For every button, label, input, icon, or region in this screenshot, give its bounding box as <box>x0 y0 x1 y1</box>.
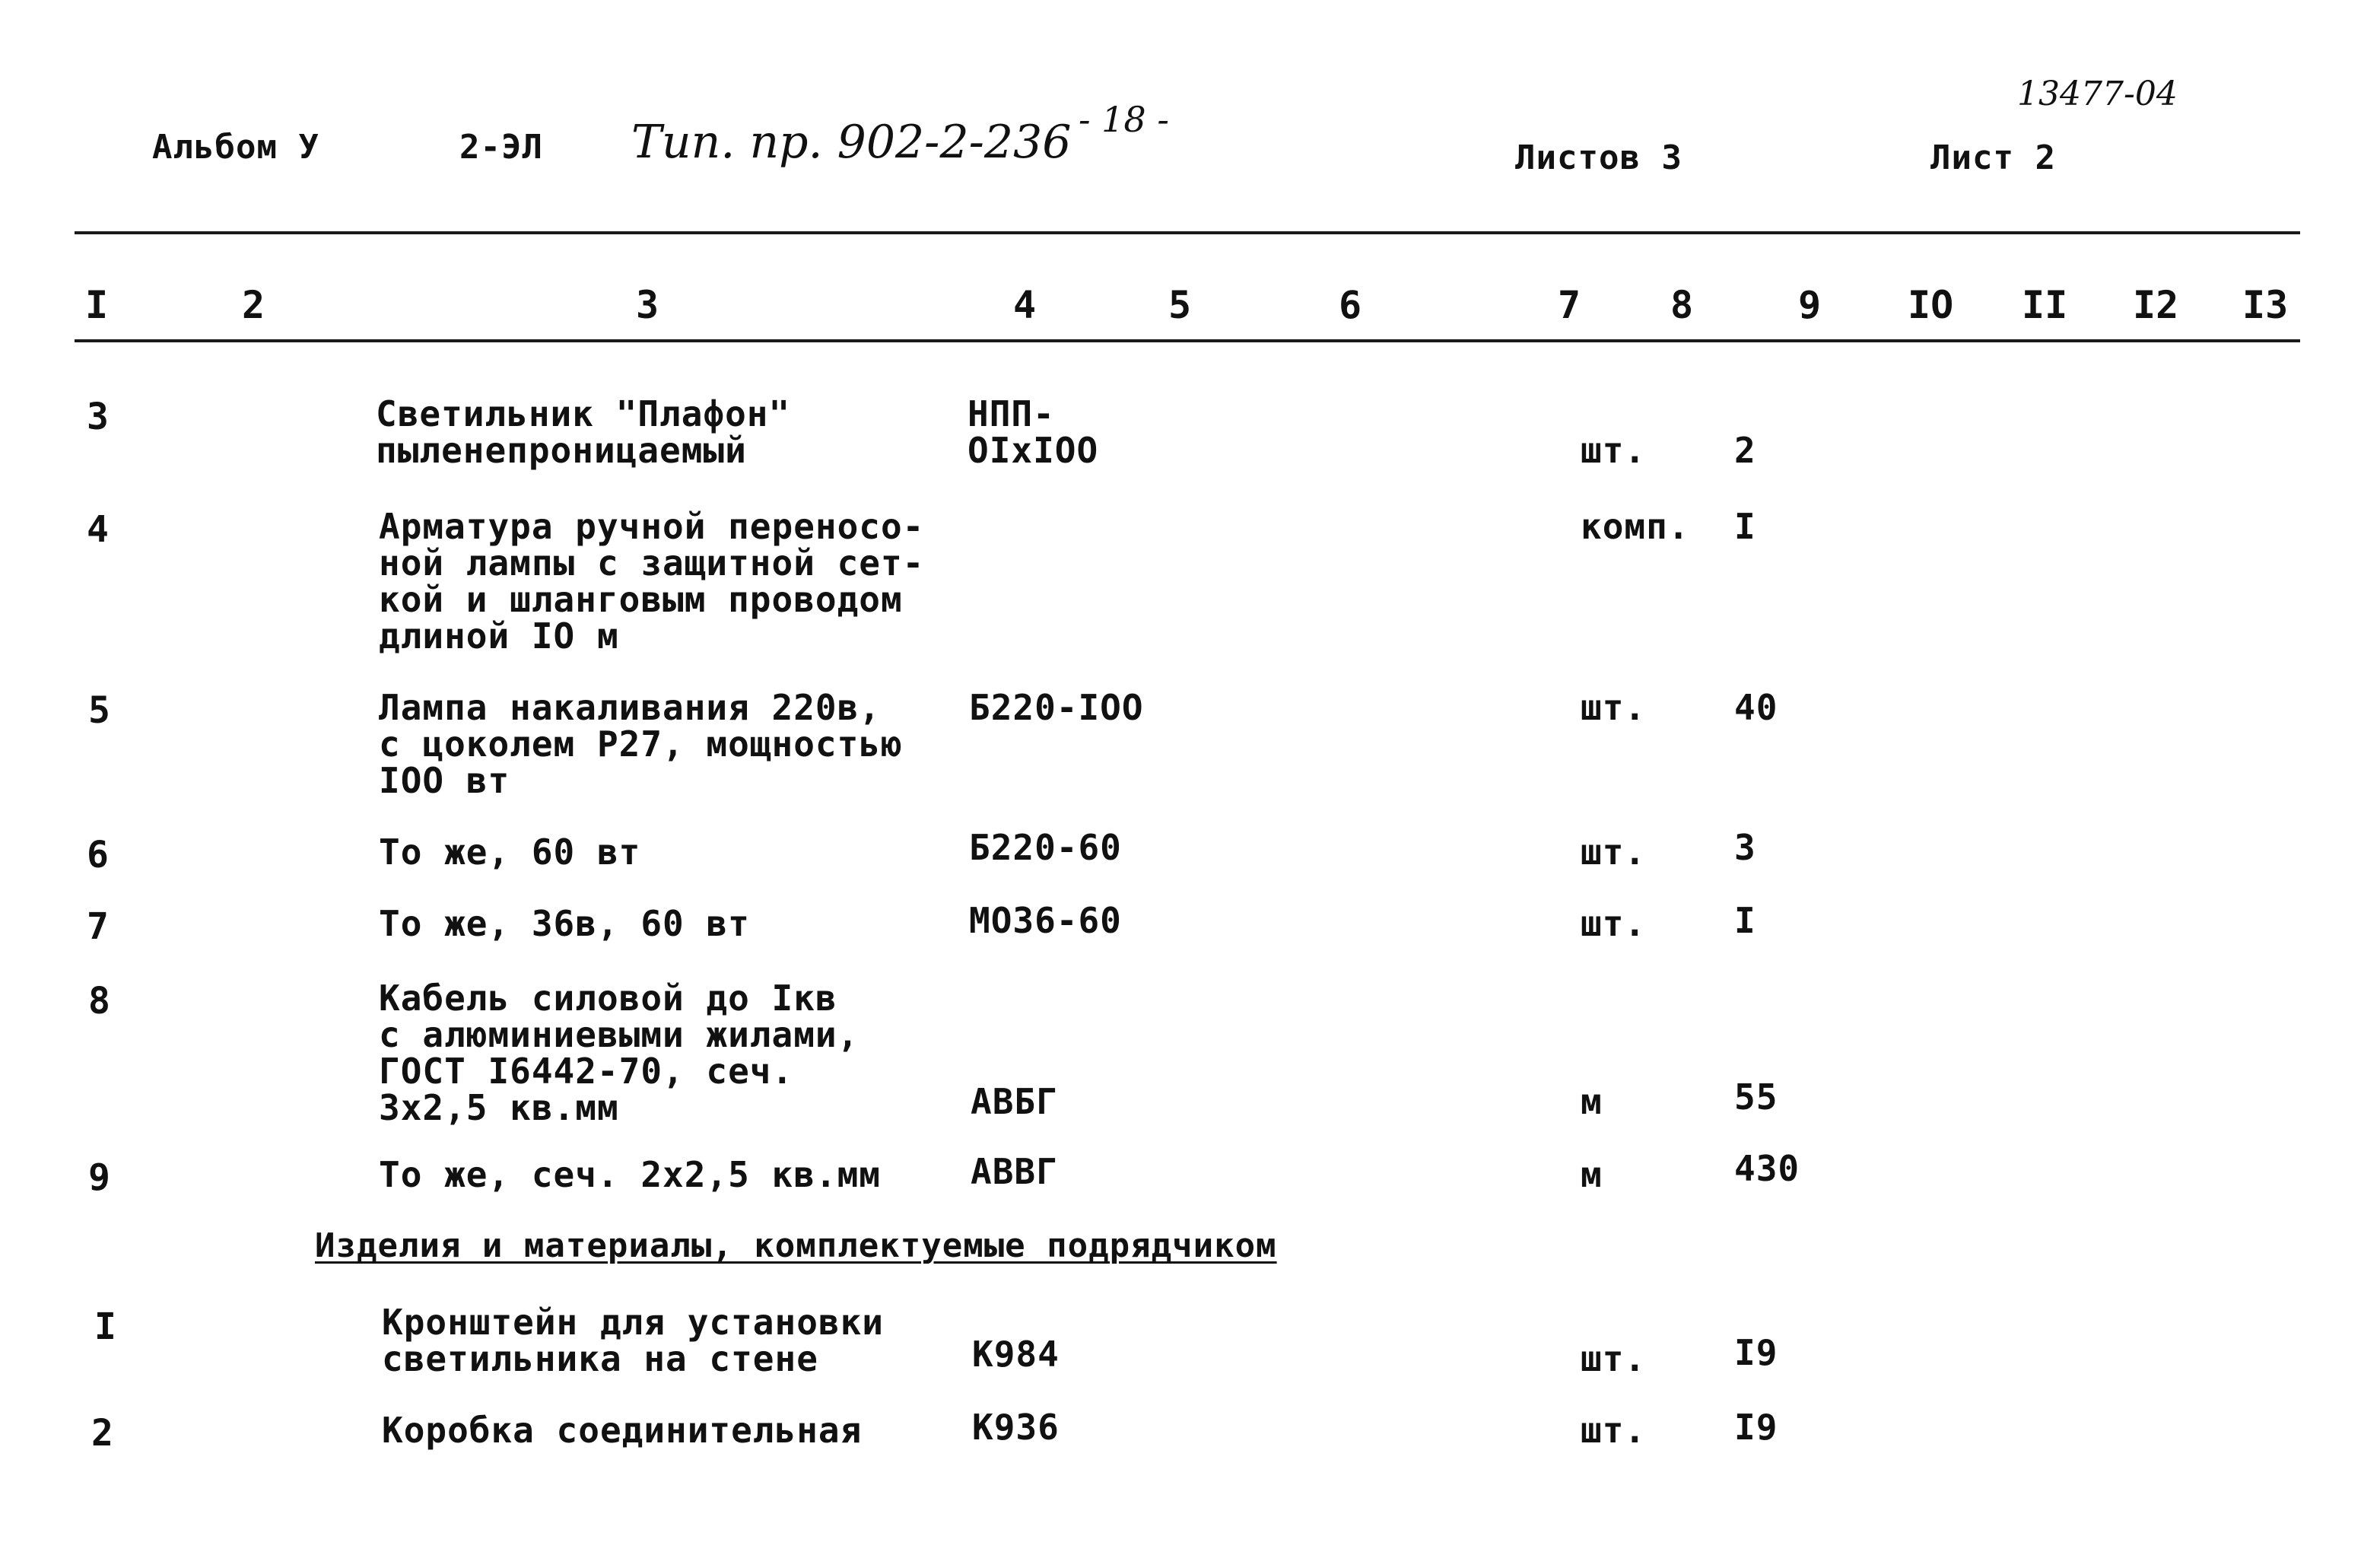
item-name-line: То же, 60 вт <box>379 832 641 873</box>
item-code-line: OIxIOO <box>968 430 1099 471</box>
item-unit: шт. <box>1581 430 1647 471</box>
item-unit: шт. <box>1581 903 1647 944</box>
item-name-line: Арматура ручной переносо- <box>379 506 925 547</box>
column-number: 6 <box>1339 283 1362 327</box>
page-number: - 18 - <box>1079 99 1169 140</box>
column-number: IO <box>1908 283 1954 327</box>
sheet-number: Лист 2 <box>1930 138 2056 177</box>
item-code-line: АВВГ <box>971 1151 1058 1192</box>
document-code: 13477-04 <box>2017 75 2178 113</box>
item-unit: комп. <box>1581 506 1690 547</box>
column-number: 8 <box>1670 283 1694 327</box>
column-number: I <box>85 283 109 327</box>
row-number: 5 <box>88 689 110 732</box>
item-quantity: 55 <box>1734 1076 1778 1118</box>
row-number: 6 <box>87 834 109 876</box>
section-title: Изделия и материалы, комплектуемые подрядчиком <box>315 1226 1277 1265</box>
item-code-line: К984 <box>972 1334 1060 1375</box>
item-unit: м <box>1581 1154 1603 1195</box>
header-rule <box>75 231 2300 234</box>
item-name-line: 3х2,5 кв.мм <box>379 1087 619 1128</box>
row-number: I <box>94 1305 116 1348</box>
item-quantity: 2 <box>1734 430 1756 471</box>
item-quantity: I9 <box>1734 1332 1778 1373</box>
column-number: 5 <box>1168 283 1192 327</box>
item-name-line: Коробка соединительная <box>382 1410 863 1451</box>
item-name-line: с алюминиевыми жилами, <box>379 1014 860 1055</box>
item-name-line: длиной IO м <box>379 615 619 657</box>
item-name-line: Кабель силовой до Iкв <box>379 978 837 1019</box>
item-name-line: кой и шланговым проводом <box>379 579 903 620</box>
column-number: 7 <box>1558 283 1581 327</box>
item-name-line: с цоколем Р27, мощностью <box>379 723 903 765</box>
item-name-line: пыленепроницаемый <box>376 430 747 471</box>
column-number: 4 <box>1013 283 1037 327</box>
row-number: 7 <box>87 905 109 948</box>
item-name-line: ной лампы с защитной сет- <box>379 542 925 584</box>
project-label: Тип. пр. 902-2-236 <box>631 116 1072 169</box>
columns-rule <box>75 339 2300 342</box>
album-label: Альбом У <box>152 128 319 167</box>
item-unit: шт. <box>1581 832 1647 873</box>
item-quantity: I <box>1734 900 1756 941</box>
row-number: 3 <box>87 396 109 438</box>
item-quantity: 430 <box>1734 1148 1800 1189</box>
item-quantity: 40 <box>1734 687 1778 728</box>
item-name-line: То же, сеч. 2х2,5 кв.мм <box>379 1154 881 1195</box>
item-code-line: К936 <box>972 1407 1060 1448</box>
item-code-line: Б220-IOO <box>969 687 1144 728</box>
item-code-line: НПП- <box>968 393 1055 434</box>
sheets-count: Листов 3 <box>1515 138 1683 177</box>
item-name-line: IOO вт <box>379 760 510 801</box>
item-name-line: светильника на стене <box>382 1338 818 1379</box>
row-number: 4 <box>87 508 109 551</box>
item-unit: шт. <box>1581 1410 1647 1451</box>
item-name-line: То же, 36в, 60 вт <box>379 903 750 944</box>
item-name-line: Лампа накаливания 220в, <box>379 687 881 728</box>
item-name-line: ГОСТ I6442-70, сеч. <box>379 1051 794 1092</box>
item-code-line: Б220-60 <box>969 827 1122 868</box>
item-unit: шт. <box>1581 687 1647 728</box>
row-number: 2 <box>91 1412 113 1455</box>
item-unit: шт. <box>1581 1338 1647 1379</box>
item-unit: м <box>1581 1081 1603 1122</box>
column-number: II <box>2022 283 2068 327</box>
item-quantity: I9 <box>1734 1407 1778 1448</box>
item-quantity: I <box>1734 506 1756 547</box>
column-number: I3 <box>2242 283 2289 327</box>
column-number: 2 <box>242 283 265 327</box>
section-label: 2-ЭЛ <box>459 128 543 167</box>
column-number: 9 <box>1798 283 1822 327</box>
item-name-line: Светильник "Плафон" <box>376 393 791 434</box>
item-name-line: Кронштейн для установки <box>382 1302 884 1343</box>
item-code-line: АВБГ <box>971 1081 1058 1122</box>
row-number: 8 <box>88 980 110 1022</box>
row-number: 9 <box>88 1156 110 1199</box>
column-number: I2 <box>2133 283 2179 327</box>
item-code-line: МО36-60 <box>969 900 1122 941</box>
item-quantity: 3 <box>1734 827 1756 868</box>
column-number: 3 <box>636 283 659 327</box>
